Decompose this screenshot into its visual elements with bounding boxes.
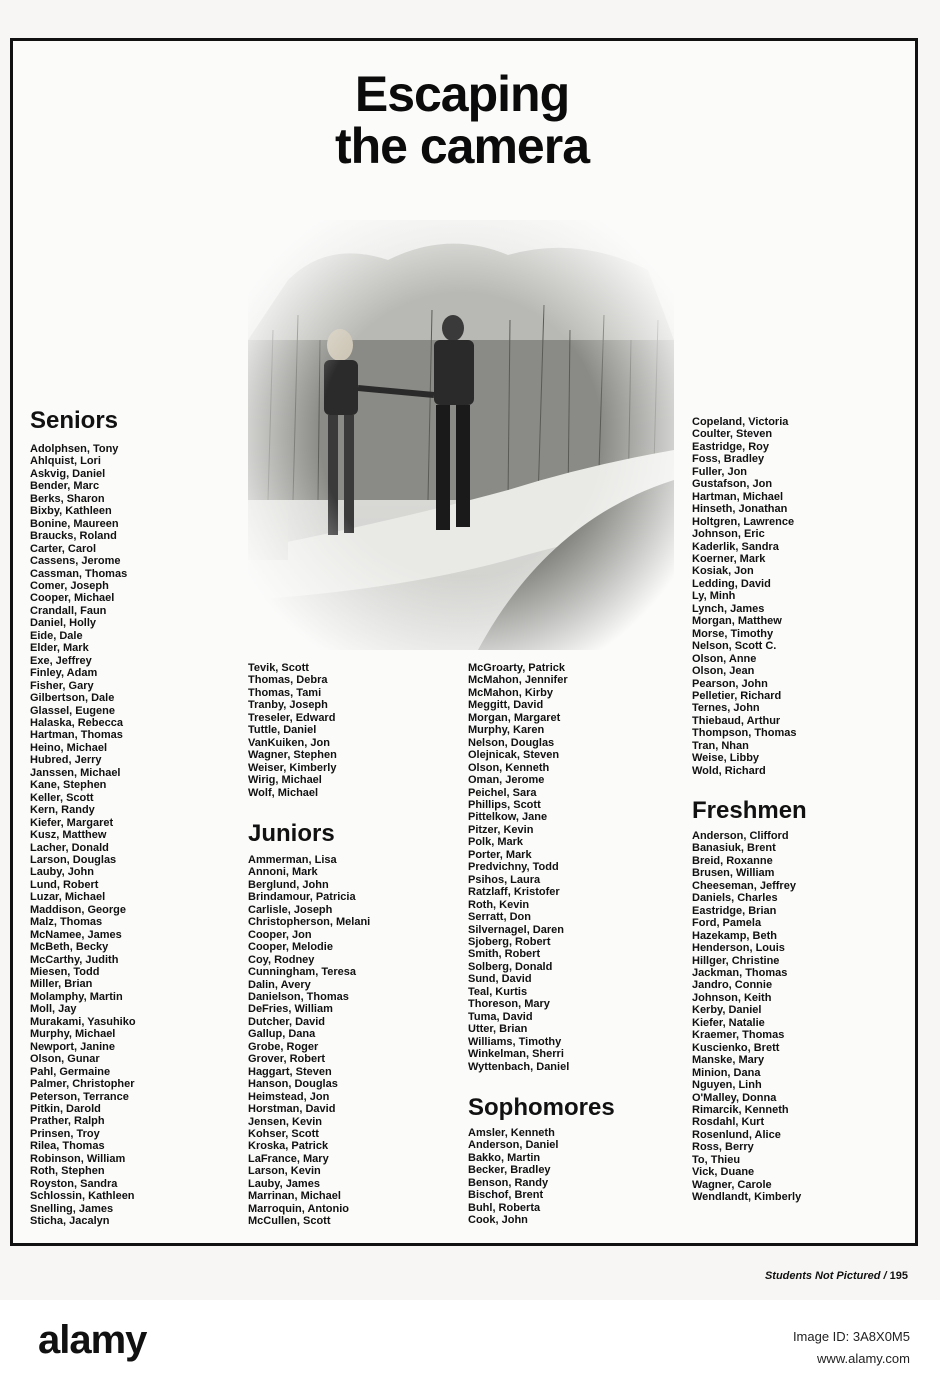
student-name: Royston, Sandra [30,1177,118,1190]
student-name: Janssen, Michael [30,766,121,779]
student-name: Pitzer, Kevin [468,823,534,836]
student-name: Tevik, Scott [248,662,309,674]
student-name: VanKuiken, Jon [248,736,330,749]
student-name: Peterson, Terrance [30,1090,129,1103]
student-name: Winkelman, Sherri [468,1048,564,1061]
student-name: Thomas, Tami [248,686,322,699]
student-name: Maddison, George [30,903,126,916]
student-name: Keller, Scott [30,791,94,804]
student-name: Anderson, Clifford [692,830,789,842]
student-name: Annoni, Mark [248,866,318,879]
student-name: Teal, Kurtis [468,985,528,998]
list-sophomores [468,1127,558,1227]
student-name: Kaderlik, Sandra [692,540,779,553]
list-juniors [248,854,370,1228]
student-name: Roth, Kevin [468,898,530,911]
student-name: Meggitt, David [468,699,544,712]
student-name: Ly, Minh [692,590,736,603]
student-name: Morgan, Margaret [468,711,561,724]
student-name: Carter, Carol [30,542,97,555]
student-name: Olson, Kenneth [468,761,550,774]
student-name: Cunningham, Teresa [248,966,356,979]
student-name: Roth, Stephen [30,1165,105,1178]
student-name: Jackman, Thomas [692,966,788,979]
student-name: Hinseth, Jonathan [692,503,788,516]
student-name: Cassman, Thomas [30,567,128,580]
student-name: Larson, Douglas [30,853,117,866]
student-name: Psihos, Laura [468,873,541,886]
student-name: Cheeseman, Jeffrey [692,879,796,892]
student-name: Rosdahl, Kurt [692,1116,765,1129]
student-name: Cassens, Jerome [30,555,121,568]
watermark-info [793,1326,910,1370]
student-name: Thomas, Debra [248,674,328,687]
heading-seniors: Seniors [30,407,119,434]
list-seniors-continued [248,662,337,799]
student-name: Pearson, John [692,677,768,690]
student-name: Banasiuk, Brent [692,842,776,855]
student-name: Bender, Marc [30,480,100,493]
student-name: Sund, David [468,973,532,986]
student-name: O'Malley, Donna [692,1091,777,1104]
title-line-2: the camera [334,118,590,174]
list-sophomores-continued [692,416,797,777]
student-name: Carlisle, Joseph [248,903,333,916]
student-name: Moll, Jay [30,1003,77,1016]
student-name: Bixby, Kathleen [30,505,112,518]
student-name: Lynch, James [692,602,765,615]
student-name: Kohser, Scott [248,1127,319,1140]
student-name: Kerby, Daniel [692,1004,762,1017]
student-name: Daniel, Holly [30,617,97,630]
watermark-logo: alamy [38,1318,147,1362]
student-name: Rilea, Thomas [30,1140,105,1153]
heading-juniors: Juniors [248,820,335,847]
student-name: Cooper, Melodie [248,941,333,954]
student-name: Crandall, Faun [30,604,107,617]
title-line-1: Escaping [354,66,570,122]
student-name: Morgan, Matthew [692,615,782,628]
student-name: Holtgren, Lawrence [692,515,795,528]
student-name: Pitkin, Darold [30,1103,101,1116]
student-name: Kuscienko, Brett [692,1041,780,1054]
student-name: Coulter, Steven [692,428,773,441]
student-name: Grobe, Roger [248,1040,319,1053]
student-name: Henderson, Louis [692,942,785,955]
student-name: Hanson, Douglas [248,1078,338,1091]
student-name: Wagner, Stephen [248,749,337,762]
student-name: Wolf, Michael [248,786,319,799]
student-name: Gallup, Dana [248,1028,316,1041]
student-name: Lund, Robert [30,878,99,891]
watermark-image-id: Image ID: 3A8X0M5 [792,1329,910,1344]
heading-sophomores: Sophomores [468,1094,615,1121]
student-name: Peichel, Sara [468,786,537,799]
student-name: Amsler, Kenneth [468,1127,555,1139]
student-name: Daniels, Charles [692,892,778,905]
student-name: Cooper, Michael [30,592,115,605]
student-name: Adolphsen, Tony [30,443,119,455]
student-name: Hartman, Michael [692,490,784,503]
student-name: Braucks, Roland [30,530,117,543]
student-name: Serratt, Don [468,911,531,924]
student-name: Thiebaud, Arthur [692,714,781,727]
page-number: 195 [889,1270,908,1282]
student-name: Manske, Mary [692,1054,765,1067]
student-name: Pelletier, Richard [692,689,782,702]
student-name: Wirig, Michael [248,774,322,787]
student-name: Johnson, Keith [692,991,772,1004]
student-name: Rimarcik, Kenneth [692,1103,789,1116]
student-name: Molamphy, Martin [30,990,123,1003]
student-name: Berglund, John [248,878,329,891]
footer-separator: / [883,1270,887,1282]
student-name: Ross, Berry [692,1141,754,1154]
student-name: Hubred, Jerry [30,754,102,767]
student-name: Lacher, Donald [30,841,109,854]
student-name: Halaska, Rebecca [30,716,123,729]
student-name: Kern, Randy [30,804,95,817]
student-name: McGroarty, Patrick [468,662,566,674]
student-name: Olson, Anne [692,652,757,665]
student-name: Fisher, Gary [30,679,94,692]
student-name: Oman, Jerome [468,774,545,787]
student-name: Utter, Brian [468,1023,528,1036]
student-name: Tuma, David [468,1010,533,1023]
student-name: Finley, Adam [30,667,98,680]
footer-section-title: Students Not Pictured [764,1270,881,1282]
student-name: Askvig, Daniel [30,467,106,480]
student-name: Wold, Richard [692,764,766,777]
student-name: Treseler, Edward [248,711,336,724]
student-name: Christopherson, Melani [248,916,371,929]
student-name: Buhl, Roberta [468,1201,541,1214]
student-name: Silvernagel, Daren [468,923,564,936]
student-name: Ledding, David [692,577,771,590]
student-name: Benson, Randy [468,1176,549,1189]
student-name: Cooper, Jon [248,928,312,941]
student-name: Sjoberg, Robert [468,935,551,948]
student-name: McMahon, Jennifer [468,674,568,687]
student-name: Kosiak, Jon [692,565,754,578]
student-name: Eastridge, Roy [692,440,770,453]
student-name: Marrinan, Michael [248,1190,341,1203]
student-name: Coy, Rodney [248,953,315,966]
student-name: Jensen, Kevin [248,1115,322,1128]
student-name: Thoreson, Mary [468,998,550,1011]
student-name: Bonine, Maureen [30,517,119,530]
student-name: Malz, Thomas [30,916,103,929]
student-name: Weiser, Kimberly [248,761,337,774]
list-seniors [30,443,136,1228]
student-name: Glassel, Eugene [30,704,115,717]
student-name: Hillger, Christine [692,954,780,967]
student-name: McCarthy, Judith [30,953,119,966]
student-name: Predvichny, Todd [468,861,559,874]
student-name: Morse, Timothy [692,627,774,640]
student-name: Phillips, Scott [468,798,541,811]
student-name: Foss, Bradley [692,453,765,466]
student-name: Kiefer, Natalie [692,1016,765,1029]
student-name: McMahon, Kirby [468,686,553,699]
student-name: Wagner, Carole [692,1178,772,1191]
student-name: Lauby, John [30,866,94,879]
student-name: Prather, Ralph [30,1115,105,1128]
photo-vignette [248,220,674,650]
student-name: Kraemer, Thomas [692,1029,785,1042]
student-name: Polk, Mark [468,836,524,849]
student-name: McBeth, Becky [30,941,109,954]
page-footer [765,1270,908,1282]
student-name: Kusz, Matthew [30,829,107,842]
student-name: Ternes, John [692,702,760,715]
student-name: Dutcher, David [248,1015,326,1028]
student-name: Heimstead, Jon [248,1090,330,1103]
student-name: Wendlandt, Kimberly [692,1191,802,1204]
student-name: Prinsen, Troy [30,1127,100,1140]
student-name: Tuttle, Daniel [248,724,317,737]
list-freshmen [692,830,801,1204]
student-name: Nguyen, Linh [692,1079,762,1092]
student-name: Danielson, Thomas [248,990,349,1003]
student-name: Hartman, Thomas [30,729,123,742]
student-name: Koerner, Mark [692,552,766,565]
student-name: Porter, Mark [468,848,532,861]
student-name: Nelson, Scott C. [692,640,777,653]
student-name: Jandro, Connie [692,979,773,992]
student-name: Horstman, David [248,1103,336,1116]
student-name: Anderson, Daniel [468,1139,559,1152]
student-name: Ammerman, Lisa [248,854,337,866]
student-name: Tranby, Joseph [248,699,328,712]
student-name: Dalin, Avery [248,978,311,991]
student-name: Brusen, William [692,867,775,880]
student-name: Olson, Gunar [30,1053,100,1066]
student-name: Eide, Dale [30,629,83,642]
heading-freshmen: Freshmen [692,797,807,824]
student-name: Palmer, Christopher [30,1078,135,1091]
student-name: Kroska, Patrick [248,1140,329,1153]
student-name: Solberg, Donald [468,960,553,973]
student-name: Fuller, Jon [692,465,748,478]
student-name: Kiefer, Margaret [30,816,114,829]
student-name: Ratzlaff, Kristofer [468,886,560,899]
student-name: Becker, Bradley [468,1164,551,1177]
student-name: Vick, Duane [692,1166,755,1179]
student-name: Grover, Robert [248,1053,326,1066]
watermark-site: www.alamy.com [817,1351,910,1366]
student-name: Robinson, William [30,1152,126,1165]
student-name: Berks, Sharon [30,492,105,505]
student-name: Lauby, James [248,1177,320,1190]
student-name: Breid, Roxanne [692,854,773,867]
student-name: Cook, John [468,1214,528,1227]
student-name: Haggart, Steven [248,1065,332,1078]
student-name: Miller, Brian [30,978,93,991]
photo-couple-walking [248,220,674,650]
student-name: Comer, Joseph [30,579,109,592]
student-name: Kane, Stephen [30,779,107,792]
student-name: Copeland, Victoria [692,416,789,428]
student-name: Wyttenbach, Daniel [468,1060,570,1073]
student-name: Tran, Nhan [692,739,749,752]
student-name: McCullen, Scott [248,1215,331,1228]
student-name: Murphy, Karen [468,724,545,737]
student-name: Pittelkow, Jane [468,811,548,824]
student-name: Exe, Jeffrey [30,654,92,667]
student-name: Smith, Robert [468,948,541,961]
page-title [250,68,674,172]
student-name: Olejnicak, Steven [468,749,560,762]
student-name: To, Thieu [692,1153,741,1166]
student-name: Larson, Kevin [248,1165,321,1178]
student-name: Minion, Dana [692,1066,761,1079]
student-name: McNamee, James [30,928,122,941]
student-name: Miesen, Todd [30,966,100,979]
student-name: Gustafson, Jon [692,478,773,491]
student-name: Thompson, Thomas [692,727,797,740]
student-name: Bakko, Martin [468,1151,541,1164]
student-name: Gilbertson, Dale [30,692,115,705]
student-name: Murakami, Yasuhiko [30,1015,136,1028]
student-name: Ford, Pamela [692,917,762,930]
student-name: Williams, Timothy [468,1035,562,1048]
student-name: Bischof, Brent [468,1189,544,1202]
student-name: Ahlquist, Lori [30,455,101,468]
student-name: Hazekamp, Beth [692,929,777,942]
student-name: Luzar, Michael [30,891,106,904]
student-name: Sticha, Jacalyn [30,1215,110,1228]
student-name: Newport, Janine [30,1040,115,1053]
student-name: Marroquin, Antonio [248,1202,350,1215]
student-name: Rosenlund, Alice [692,1128,781,1141]
student-name: Brindamour, Patricia [248,891,356,904]
student-name: Nelson, Douglas [468,736,555,749]
list-juniors-continued [468,662,569,1073]
student-name: Weise, Libby [692,752,760,765]
student-name: Snelling, James [30,1202,114,1215]
student-name: Olson, Jean [692,665,755,678]
student-name: DeFries, William [248,1003,333,1016]
student-name: Johnson, Eric [692,528,765,541]
student-name: Pahl, Germaine [30,1065,111,1078]
student-name: Eastridge, Brian [692,904,777,917]
student-name: Heino, Michael [30,741,108,754]
student-name: Schlossin, Kathleen [30,1190,135,1203]
student-name: LaFrance, Mary [248,1152,329,1165]
student-name: Murphy, Michael [30,1028,116,1041]
student-name: Elder, Mark [30,642,89,655]
